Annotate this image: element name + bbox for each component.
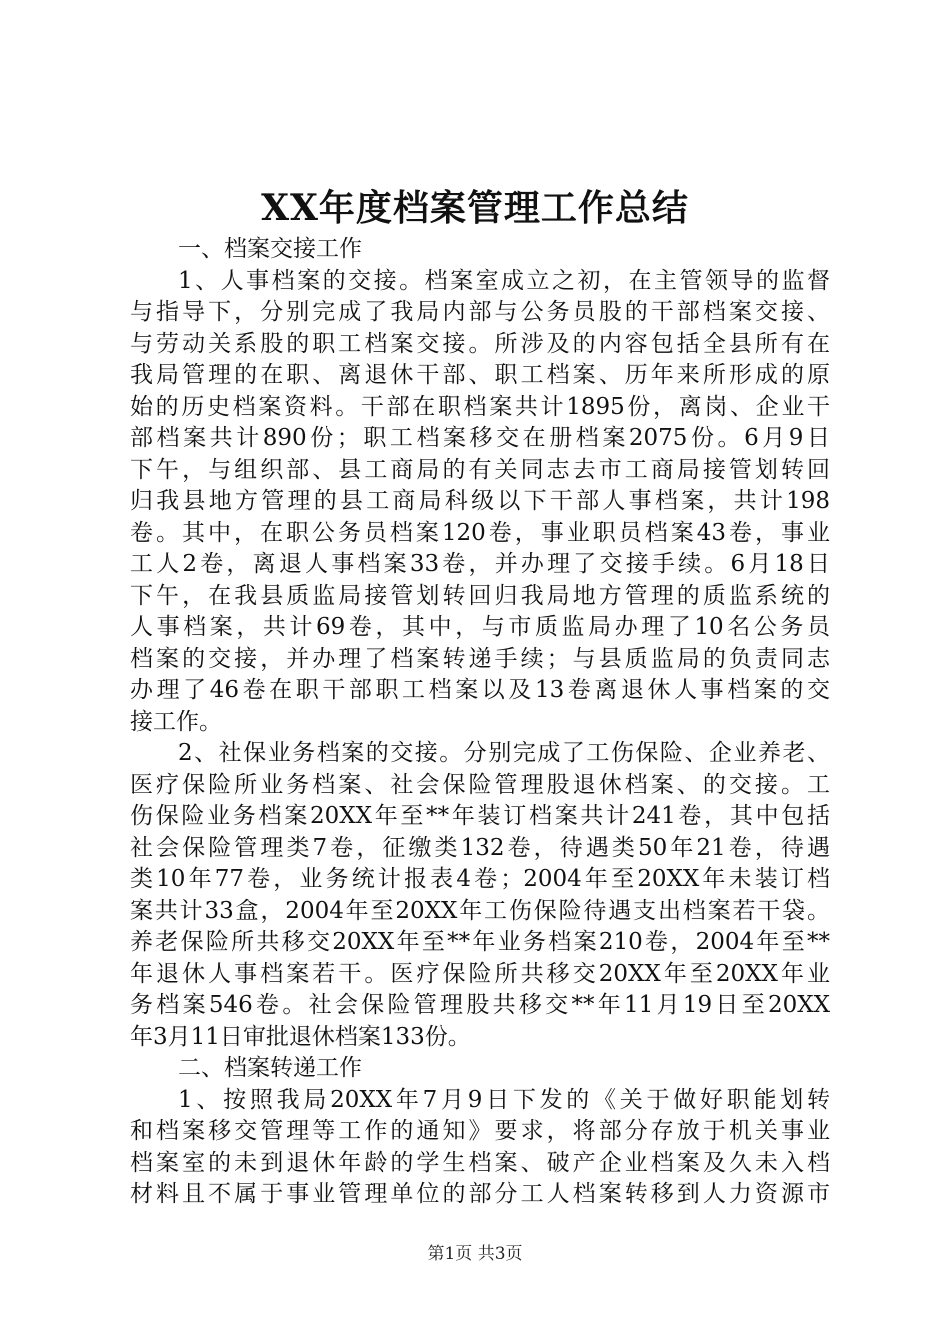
document-body xyxy=(130,234,830,1211)
section-heading: 二、档案转递工作 xyxy=(178,1055,362,1081)
paragraph-line: 归我县地方管理的县工商局科级以下干部人事档案，共计198 xyxy=(130,488,830,514)
paragraph-line: 办理了46卷在职干部职工档案以及13卷离退休人事档案的交 xyxy=(130,677,830,703)
paragraph-line: 人事档案，共计69卷，其中，与市质监局办理了10名公务员 xyxy=(130,614,830,640)
paragraph-line: 1、按照我局20XX年7月9日下发的《关于做好职能划转 xyxy=(178,1086,830,1113)
paragraph-line: 2、社保业务档案的交接。分别完成了工伤保险、企业养老、 xyxy=(178,740,830,766)
paragraph-line: 1、人事档案的交接。档案室成立之初，在主管领导的监督 xyxy=(178,267,830,294)
paragraph-line: 下午，与组织部、县工商局的有关同志去市工商局接管划转回 xyxy=(130,456,830,483)
paragraph-line: 卷。其中，在职公务员档案120卷，事业职员档案43卷，事业 xyxy=(130,519,830,546)
paragraph-line: 年3月11日审批退休档案133份。 xyxy=(130,1023,471,1050)
paragraph-line: 伤保险业务档案20XX年至**年装订档案共计241卷，其中包括 xyxy=(130,803,830,829)
paragraph-line: 社会保险管理类7卷，征缴类132卷，待遇类50年21卷，待遇 xyxy=(130,834,830,861)
paragraph-line: 类10年77卷，业务统计报表4卷；2004年至20XX年未装订档 xyxy=(130,866,830,892)
paragraph-line: 接工作。 xyxy=(130,708,222,735)
paragraph-line: 档案的交接，并办理了档案转递手续；与县质监局的负责同志 xyxy=(130,645,830,672)
paragraph-line: 医疗保险所业务档案、社会保险管理股退休档案、的交接。工 xyxy=(130,771,830,798)
paragraph-line: 档案室的未到退休年龄的学生档案、破产企业档案及久未入档 xyxy=(130,1149,830,1176)
paragraph-line: 案共计33盒，2004年至20XX年工伤保险待遇支出档案若干袋。 xyxy=(130,897,830,924)
section-heading: 一、档案交接工作 xyxy=(178,236,362,262)
document-title: XX年度档案管理工作总结 xyxy=(261,187,689,229)
paragraph-line: 与指导下，分别完成了我局内部与公务员股的干部档案交接、 xyxy=(130,299,830,325)
paragraph-line: 我局管理的在职、离退休干部、职工档案、历年来所形成的原 xyxy=(130,362,830,388)
paragraph-line: 材料且不属于事业管理单位的部分工人档案转移到人力资源市 xyxy=(130,1181,830,1207)
paragraph-line: 年退休人事档案若干。医疗保险所共移交20XX年至20XX年业 xyxy=(130,960,830,987)
page-footer: 第1页 共3页 xyxy=(427,1244,523,1264)
paragraph-line: 养老保险所共移交20XX年至**年业务档案210卷，2004年至** xyxy=(130,929,830,955)
paragraph-line: 工人2卷，离退人事档案33卷，并办理了交接手续。6月18日 xyxy=(130,551,830,577)
paragraph-line: 务档案546卷。社会保险管理股共移交**年11月19日至20XX xyxy=(130,992,830,1018)
paragraph-line: 与劳动关系股的职工档案交接。所涉及的内容包括全县所有在 xyxy=(130,330,830,357)
paragraph-line: 和档案移交管理等工作的通知》要求，将部分存放于机关事业 xyxy=(130,1118,830,1144)
paragraph-line: 始的历史档案资料。干部在职档案共计1895份，离岗、企业干 xyxy=(130,393,830,420)
paragraph-line: 下午，在我县质监局接管划转回归我局地方管理的质监系统的 xyxy=(130,582,830,609)
paragraph-line: 部档案共计890份；职工档案移交在册档案2075份。6月9日 xyxy=(130,425,830,451)
